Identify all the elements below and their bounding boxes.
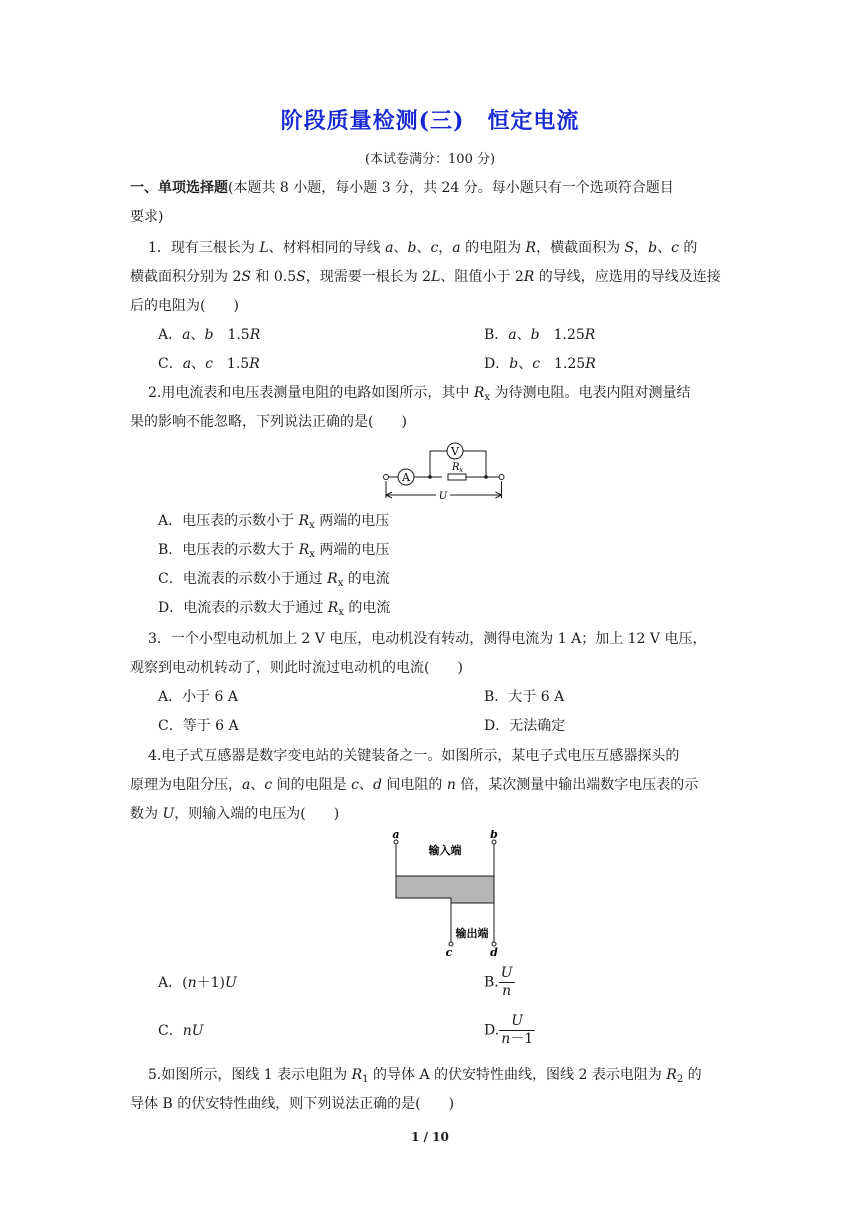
q4-option-c[interactable]: C．nU (158, 1023, 204, 1039)
voltage-label: U (438, 491, 448, 502)
fraction: $\frac{U}{n}$ (500, 965, 513, 999)
terminal-c-label: c (445, 946, 453, 958)
q3-stem-line1: 3．一个小型电动机加上 2 V 电压，电动机没有转动，测得电流为 1 A；加上 12 V 电压， (148, 631, 707, 647)
transformer-diagram (386, 830, 506, 958)
q4-stem-line1: 4.电子式互感器是数字变电站的关键装备之一。如图所示，某电子式电压互感器探头的 (148, 748, 680, 764)
q3-option-b[interactable]: B．大于 6 A (484, 689, 565, 705)
output-label: 输出端 (455, 927, 489, 940)
q4-option-a[interactable]: A．(n＋1)U (158, 975, 237, 991)
q5-stem-line1: 5.如图所示，图线 1 表示电阻为 $R_1$ 的导体 A 的伏安特性曲线，图线 2 表示电阻为 $R_2$ 的 (148, 1067, 702, 1085)
page-subtitle: (本试卷满分：100 分) (364, 152, 496, 167)
q1-option-a[interactable]: A．a、b 1.5R (158, 327, 261, 343)
page-title: 阶段质量检测(三) 恒定电流 (280, 108, 580, 134)
fraction: $\frac{U}{n-1}$ (501, 1013, 534, 1047)
q1-option-b[interactable]: B．a、b 1.25R (484, 327, 596, 343)
q4-option-b[interactable]: B. $\frac{U}{n}$ (484, 965, 513, 999)
q4-option-d[interactable]: D. $\frac{U}{n-1}$ (484, 1013, 534, 1047)
terminal-b-label: b (490, 830, 498, 841)
input-label: 输入端 (428, 844, 462, 857)
terminal-a-label: a (392, 830, 400, 841)
voltmeter-label: V (451, 445, 459, 458)
q2-option-c[interactable]: C．电流表的示数小于通过 $R_x$ 的电流 (158, 571, 390, 589)
q2-stem-line1: 2.用电流表和电压表测量电阻的电路如图所示，其中 $R_x$ 为待测电阻。电表内阻对测量结 (148, 385, 691, 403)
section-heading: 一、单项选择题(本题共 8 小题，每小题 3 分，共 24 分。每小题只有一个选项符合题目 (130, 180, 674, 196)
q2-stem-line2: 果的影响不能忽略，下列说法正确的是( ) (130, 414, 407, 430)
circuit-diagram (378, 440, 510, 502)
q1-option-d[interactable]: D．b、c 1.25R (484, 356, 596, 372)
page-number: 1 / 10 (411, 1130, 449, 1144)
section-desc: 要求) (130, 209, 164, 225)
resistor-subscript: x (459, 466, 463, 474)
q1-stem-line1: 1．现有三根长为 L、材料相同的导线 a、b、c，a 的电阻为 R，横截面积为 S，b、c 的 (148, 240, 698, 256)
q3-option-c[interactable]: C．等于 6 A (158, 718, 239, 734)
terminal-d-label: d (490, 946, 498, 958)
q4-stem-line2: 原理为电阻分压，a、c 间的电阻是 c、d 间电阻的 n 倍，某次测量中输出端数字电压表的示 (130, 777, 699, 793)
q5-stem-line2: 导体 B 的伏安特性曲线，则下列说法正确的是( ) (130, 1096, 455, 1112)
q2-option-b[interactable]: B．电压表的示数大于 $R_x$ 两端的电压 (158, 542, 390, 560)
q2-option-d[interactable]: D．电流表的示数大于通过 $R_x$ 的电流 (158, 600, 391, 618)
q1-option-c[interactable]: C．a、c 1.5R (158, 356, 260, 372)
q3-option-a[interactable]: A．小于 6 A (158, 689, 239, 705)
q2-option-a[interactable]: A．电压表的示数小于 $R_x$ 两端的电压 (158, 513, 390, 531)
q1-stem-line2: 横截面积分别为 2S 和 0.5S，现需要一根长为 2L、阻值小于 2R 的导线，应选用的导线及连接 (130, 269, 721, 285)
q3-stem-line2: 观察到电动机转动了，则此时流过电动机的电流( ) (130, 660, 463, 676)
ammeter-label: A (402, 471, 410, 484)
q1-stem-line3: 后的电阻为( ) (130, 298, 239, 314)
q4-stem-line3: 数为 U，则输入端的电压为( ) (130, 806, 340, 822)
resistor-label: R (452, 462, 460, 473)
q3-option-d[interactable]: D．无法确定 (484, 718, 566, 734)
